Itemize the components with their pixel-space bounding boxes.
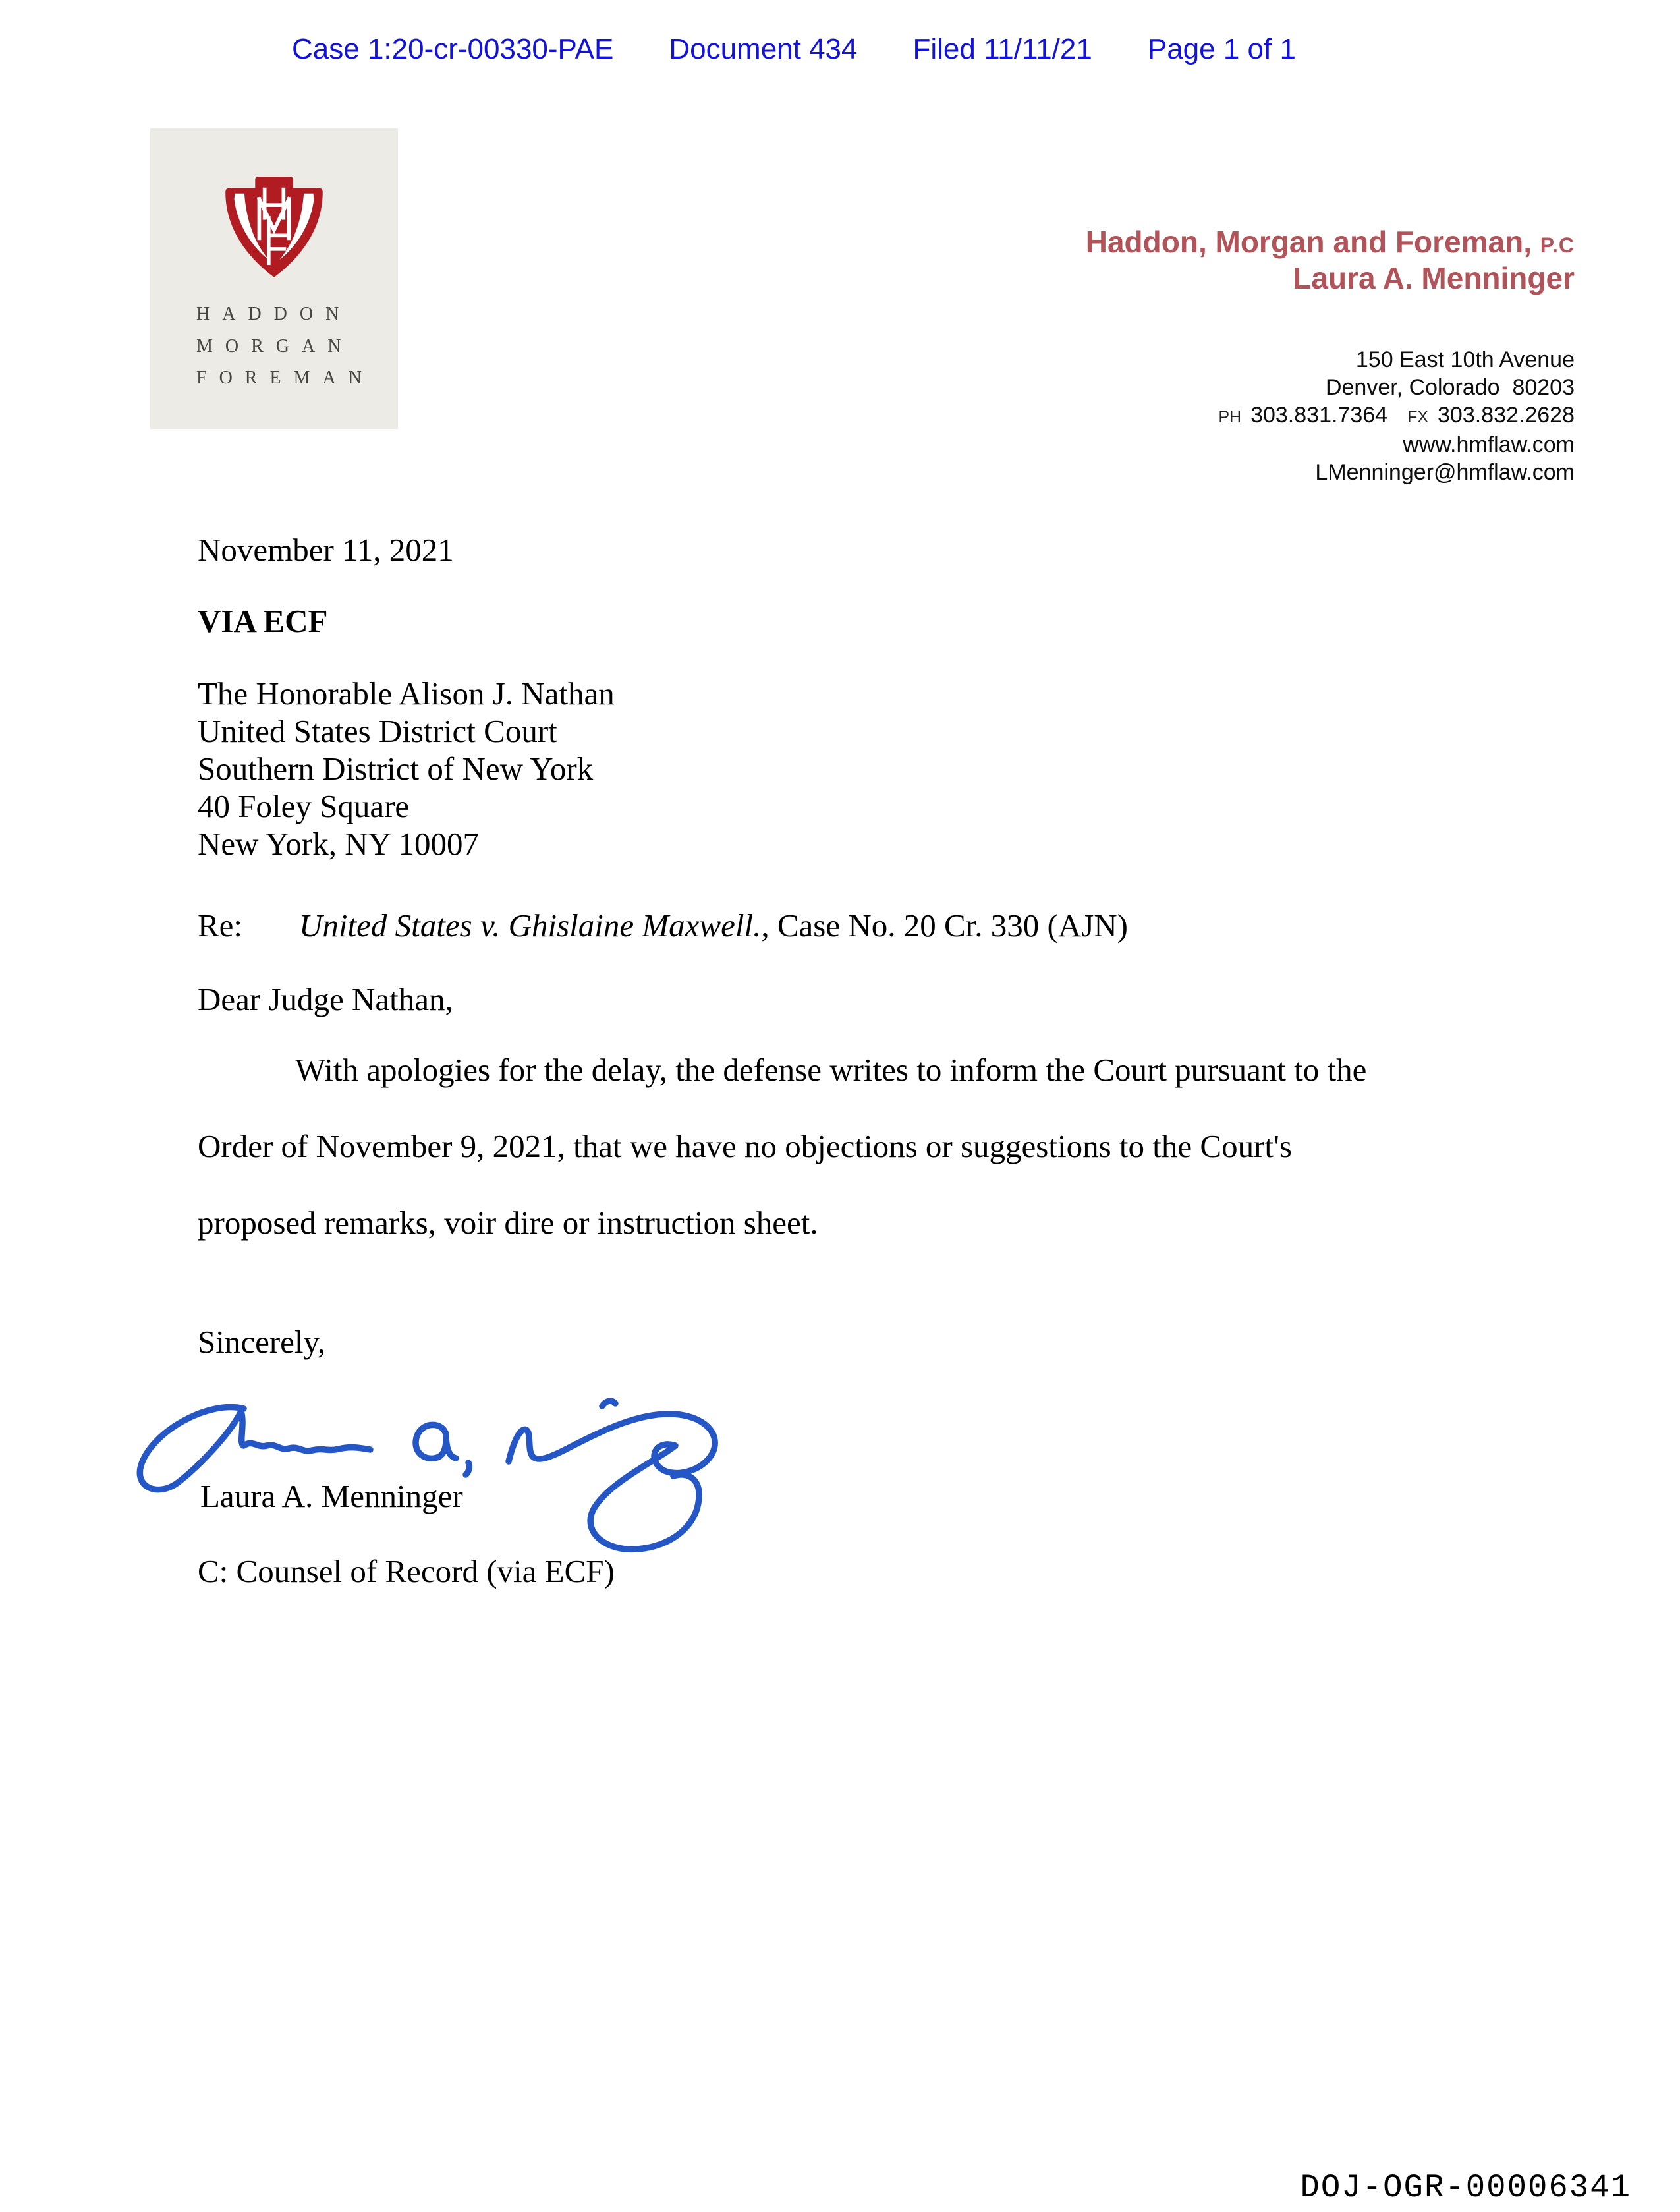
signer-typed-name: Laura A. Menninger <box>200 1478 463 1514</box>
handwritten-signature <box>130 1398 723 1566</box>
recipient-line: New York, NY 10007 <box>198 826 479 862</box>
firm-wordmark <box>196 298 374 395</box>
via-ecf-line: VIA ECF <box>198 603 328 639</box>
fax-number: 303.832.2628 <box>1438 403 1575 428</box>
attorney-name: Laura A. Menninger <box>1293 261 1575 295</box>
recipient-line: United States District Court <box>198 713 557 749</box>
phone-number: 303.831.7364 <box>1250 403 1388 428</box>
letter-body-paragraph <box>198 1032 1366 1261</box>
body-line: With apologies for the delay, the defense writes to inform the Court pursuant to the <box>295 1052 1367 1088</box>
re-subject-line <box>198 907 1128 944</box>
recipient-line: Southern District of New York <box>198 751 594 787</box>
firm-logo-block <box>150 128 398 429</box>
firm-website: www.hmflaw.com <box>1403 432 1575 457</box>
page-count: Page 1 of 1 <box>1147 33 1296 65</box>
re-label: Re: <box>198 907 243 944</box>
document-number: Document 434 <box>669 33 858 65</box>
firm-suffix: P.C <box>1540 233 1575 257</box>
case-name-italic: United States v. Ghislaine Maxwell. <box>299 907 762 944</box>
filed-date: Filed 11/11/21 <box>912 33 1092 65</box>
salutation: Dear Judge Nathan, <box>198 981 453 1017</box>
closing-word: Sincerely, <box>198 1324 326 1360</box>
recipient-line: 40 Foley Square <box>198 788 410 824</box>
case-number: Case 1:20-cr-00330-PAE <box>292 33 614 65</box>
body-line: Order of November 9, 2021, that we have no objections or suggestions to the Court's <box>198 1128 1292 1164</box>
bates-number: DOJ-OGR-00006341 <box>1300 2169 1631 2206</box>
body-line: proposed remarks, voir dire or instruction sheet. <box>198 1205 818 1241</box>
letterhead-contact-block <box>1086 225 1575 486</box>
wordmark-line: MORGAN <box>196 335 354 356</box>
cc-line: C: Counsel of Record (via ECF) <box>198 1553 615 1589</box>
case-number-text: , Case No. 20 Cr. 330 (AJN) <box>761 907 1129 944</box>
recipient-line: The Honorable Alison J. Nathan <box>198 675 615 712</box>
address-line-2: Denver, Colorado 80203 <box>1325 375 1575 400</box>
firm-address-block <box>1086 346 1575 486</box>
wordmark-line: FOREMAN <box>196 368 374 388</box>
fax-label: FX <box>1407 408 1429 426</box>
hmf-shield-icon <box>220 172 328 283</box>
recipient-address-block <box>198 675 615 863</box>
wordmark-line: HADDON <box>196 304 352 324</box>
phone-fax-line <box>1086 401 1575 431</box>
letter-date: November 11, 2021 <box>198 532 454 568</box>
signature-ink-icon <box>130 1398 723 1563</box>
attorney-email: LMenninger@hmflaw.com <box>1315 460 1575 485</box>
firm-name: Haddon, Morgan and Foreman, P.C <box>1085 225 1575 259</box>
address-line-1: 150 East 10th Avenue <box>1355 347 1575 372</box>
case-caption-header <box>292 33 1296 66</box>
phone-label: PH <box>1218 408 1242 426</box>
